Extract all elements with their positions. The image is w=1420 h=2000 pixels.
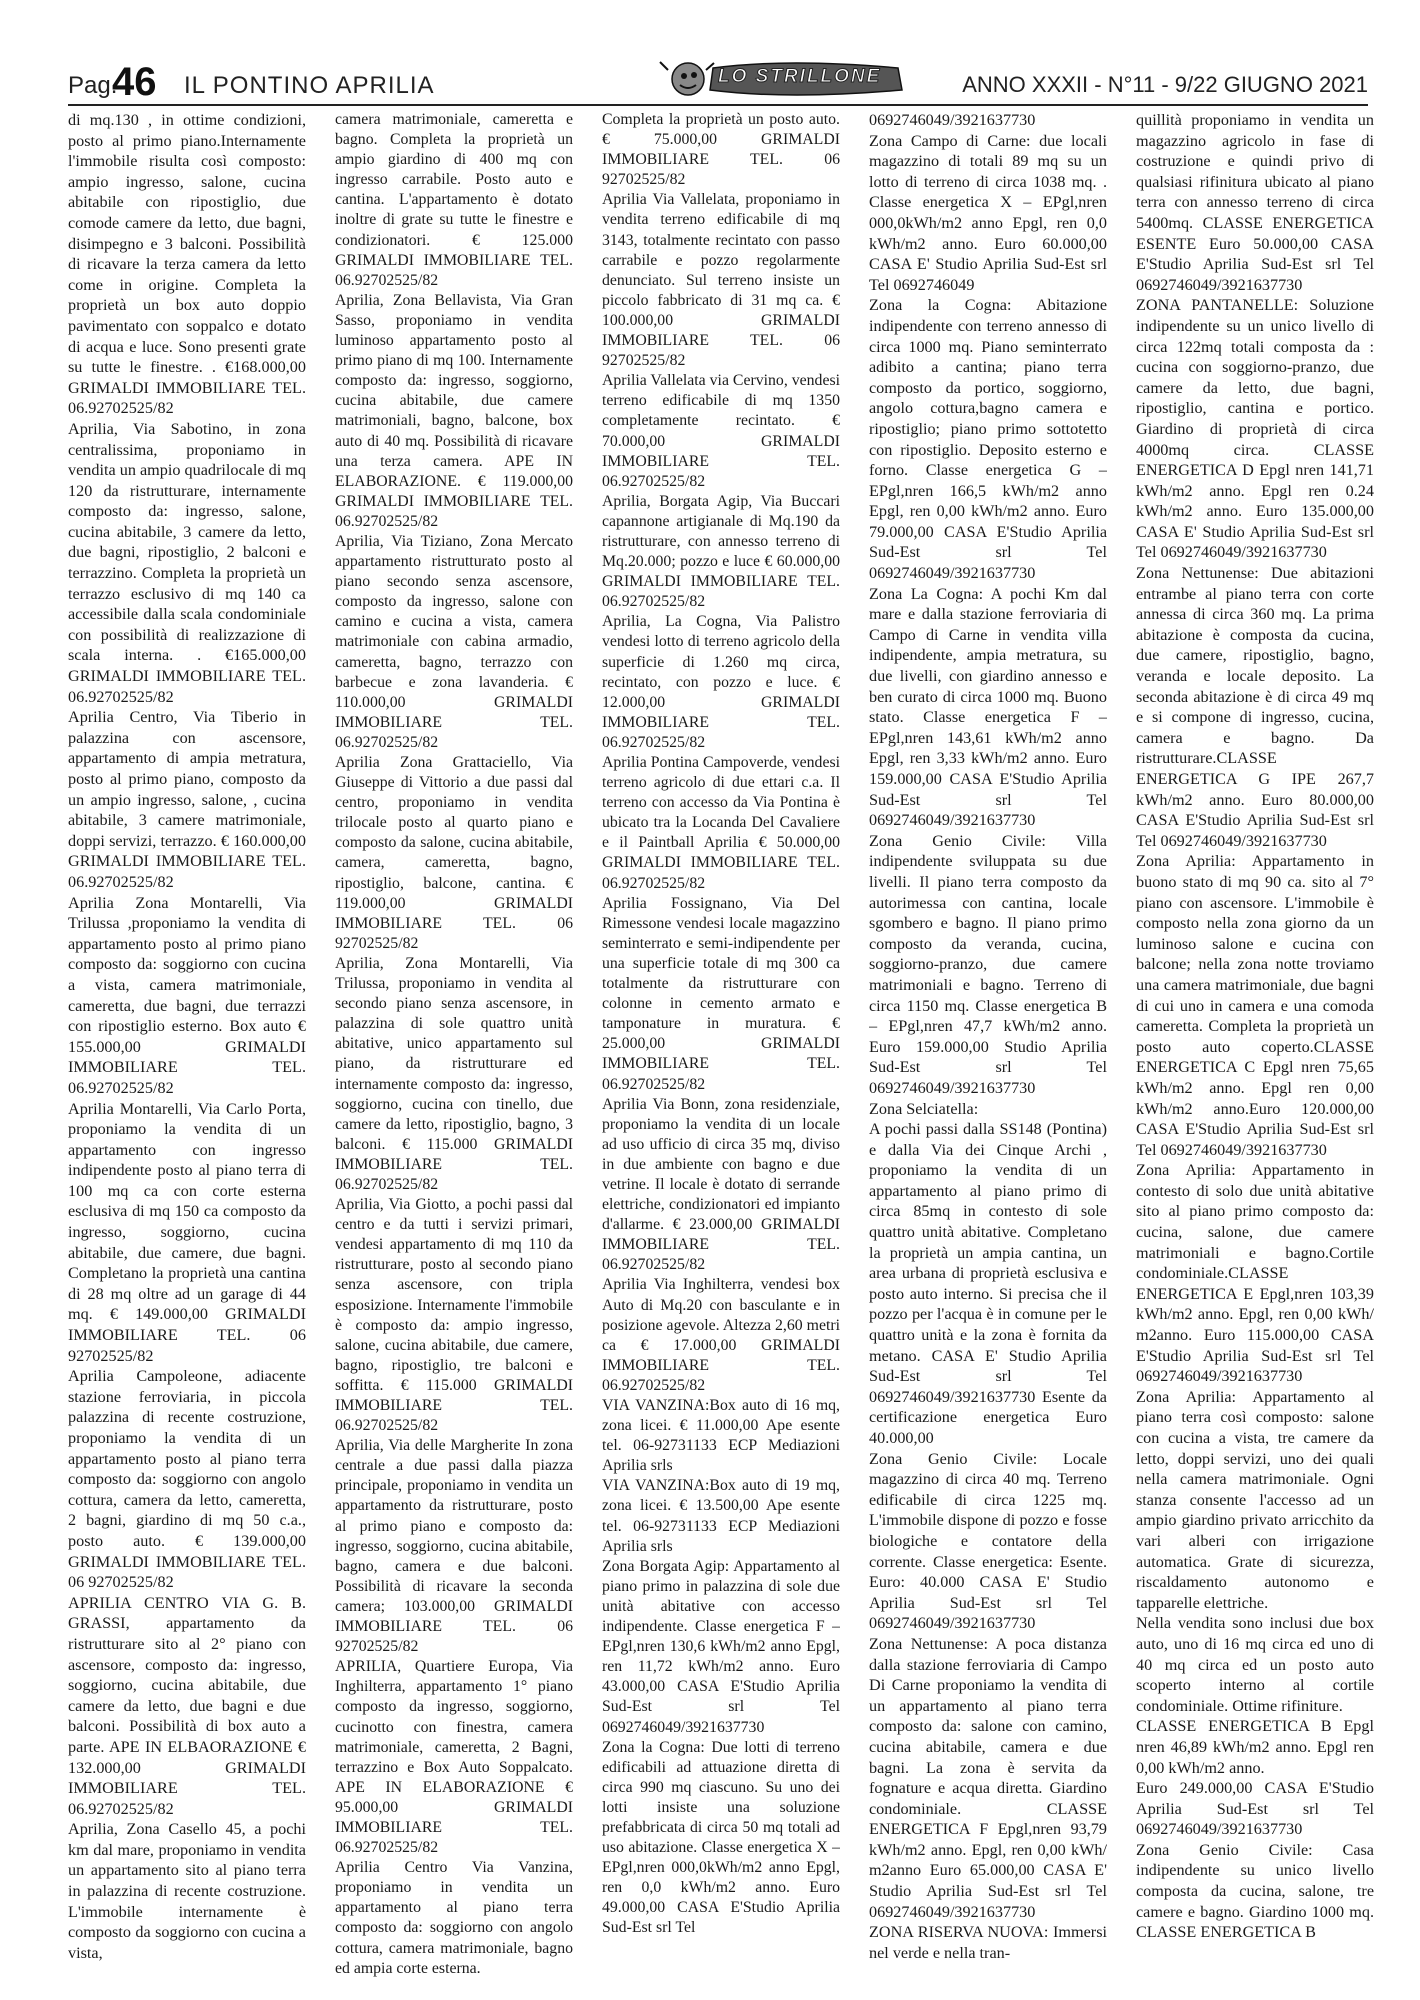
listing-paragraph: Nella vendita sono inclusi due box auto, uno di 16 mq circa ed uno di 40 mq circa ed un posto auto scoperto interno al cortile condominiale. Ottime rifiniture. xyxy=(1136,1614,1374,1715)
listing-paragraph: Zona Aprilia: Appartamento in buono stato di mq 90 ca. sito al 7° piano con ascensore. L'immobile è composto nella zona giorno da un luminoso salone e cucina con balcone; nella zona notte troviamo una camera matrimoniale, due bagni di cui uno in camera e una comoda cameretta. Completa la proprietà un posto auto coperto.CLASSE ENERGETICA C Epgl nren 75,65 kWh/m2 anno. Epgl ren 0,00 kWh/m2 anno.Euro 120.000,00 CASA E'Studio Aprilia Sud-Est srl Tel 0692746049/3921637730 xyxy=(1136,852,1374,1159)
listing-paragraph: Aprilia Via Inghilterra, vendesi box Auto di Mq.20 con basculante e in posizione agevole. Altezza 2,60 metri ca € 17.000,00 GRIMALDI IMMOBILIARE TEL. 06.92702525/82 xyxy=(602,1276,840,1394)
listing-paragraph: Aprilia, Borgata Agip, Via Buccari capannone artigianale di Mq.190 da ristrutturare, con annesso terreno di Mq.20.000; pozzo e luce € 60.000,00 GRIMALDI IMMOBILIARE TEL. 06.92702525/82 xyxy=(602,492,840,611)
listing-paragraph: Aprilia, Zona Bellavista, Via Gran Sasso, proponiamo in vendita luminoso appartamento posto al primo piano di mq 100. Internamente composto da: ingresso, soggiorno, cucina abitabile, due camere matrimoniali, bagno, balcone, box auto di 40 mq. Possibilità di ricavare una terza camera. APE IN ELABORAZIONE. € 119.000,00 GRIMALDI IMMOBILIARE TEL. 06.92702525/82 xyxy=(335,291,573,530)
listing-paragraph: VIA VANZINA:Box auto di 19 mq, zona licei. € 13.500,00 Ape esente tel. 06-92731133 ECP Mediazioni Aprilia srls xyxy=(602,1477,840,1555)
listing-paragraph: Aprilia, Via delle Margherite In zona centrale a due passi dalla piazza principale, proponiamo in vendita un appartamento da ristrutturare, posto al primo piano e composto da: ingresso, soggiorno, cucina abitabile, bagno, camera e due balconi. Possibilità di ricavare la seconda camera; 103.000,00 GRIMALDI IMMOBILIARE TEL. 06 92702525/82 xyxy=(335,1437,573,1656)
listing-paragraph: Aprilia, Via Giotto, a pochi passi dal centro e da tutti i servizi primari, vendesi appartamento di mq 110 da ristrutturare, posto al secondo piano senza ascensore, con tripla esposizione. Internamente l'immobile è composto da: ampio ingresso, salone, cucina abitabile, due camere, bagno, ripostiglio, tre balconi e soffitta. € 115.000 GRIMALDI IMMOBILIARE TEL. 06.92702525/82 xyxy=(335,1196,573,1435)
listing-paragraph: Aprilia Vallelata via Cervino, vendesi terreno edificabile di mq 1350 completamente recintato. € 70.000,00 GRIMALDI IMMOBILIARE TEL. 06.92702525/82 xyxy=(602,372,840,490)
listing-paragraph: Zona Nettunense: A poca distanza dalla stazione ferroviaria di Campo Di Carne proponiamo la vendita di un appartamento al piano terra composto da: salone con camino, cucina abitabile, camera e due bagni. La zona è servita da fognature e acqua diretta. Giardino condominiale. CLASSE ENERGETICA F Epgl,nren 93,79 kWh/m2 anno. Epgl, ren 0,00 kWh/ m2anno Euro 65.000,00 CASA E' Studio Aprilia Sud-Est srl Tel 0692746049/3921637730 xyxy=(869,1634,1107,1921)
listing-paragraph: Zona Selciatella: xyxy=(869,1099,979,1118)
listing-paragraph: Aprilia Zona Montarelli, Via Trilussa ,proponiamo la vendita di appartamento posto al primo piano composto da: soggiorno con cucina a vista, camera matrimoniale, cameretta, due bagni, due terrazzi con ripostiglio esterno. Box auto € 155.000,00 GRIMALDI IMMOBILIARE TEL. 06.92702525/82 xyxy=(68,893,306,1097)
listing-paragraph: Zona Genio Civile: Locale magazzino di circa 40 mq. Terreno edificabile di circa 1225 mq. L'immobile dispone di pozzo e fosse biologiche e contatore della corrente. Classe energetica: Esente. Euro: 40.000 CASA E' Studio Aprilia Sud-Est srl Tel 0692746049/3921637730 xyxy=(869,1449,1107,1633)
page-number: 46 xyxy=(112,60,157,104)
listing-paragraph: Aprilia Zona Grattaciello, Via Giuseppe di Vittorio a due passi dal centro, proponiamo in vendita trilocale posto al quarto piano e composto da salone, cucina abitabile, camera, cameretta, bagno, ripostiglio, balcone, cantina. € 119.000,00 GRIMALDI IMMOBILIARE TEL. 06 92702525/82 xyxy=(335,754,573,952)
listing-paragraph: Aprilia Campoleone, adiacente stazione ferroviaria, in piccola palazzina di recente costruzione, proponiamo la vendita di un appartamento posto al piano terra composto da: soggiorno con angolo cottura, camera da letto, cameretta, 2 bagni, giardino di mq 50 c.a., posto auto. € 139.000,00 GRIMALDI IMMOBILIARE TEL. 06 92702525/82 xyxy=(68,1367,306,1592)
listing-paragraph: Aprilia Via Vallelata, proponiamo in vendita terreno edificabile di mq 3143, totalmente recintato con passo carrabile e pozzo regolarmente denunciato. Sul terreno insiste un piccolo fabbricato di 31 mq ca. € 100.000,00 GRIMALDI IMMOBILIARE TEL. 06 92702525/82 xyxy=(602,191,840,370)
listing-paragraph: quillità proponiamo in vendita un magazzino agricolo in fase di costruzione e quindi privo di qualsiasi rifinitura ubicato al piano terra con annesso terreno di circa 5400mq. CLASSE ENERGETICA ESENTE Euro 50.000,00 CASA E'Studio Aprilia Sud-Est srl Tel 0692746049/3921637730 xyxy=(1136,111,1374,294)
listing-paragraph: Aprilia Via Bonn, zona residenziale, proponiamo la vendita di un locale ad uso ufficio di circa 35 mq, diviso in due ambiente con bagno e due vetrine. Il locale è dotato di serrande elettriche, condizionatori ed impianto d'allarme. € 23.000,00 GRIMALDI IMMOBILIARE TEL. 06.92702525/82 xyxy=(602,1095,840,1274)
listing-paragraph: Aprilia Centro, Via Tiberio in palazzina con ascensore, appartamento di ampia metratura, posto al primo piano, composto da un ampio ingresso, salone, , cucina abitabile, 3 camere matrimoniale, doppi servizi, terrazzo. € 160.000,00 GRIMALDI IMMOBILIARE TEL. 06.92702525/82 xyxy=(68,708,306,891)
listing-paragraph: Aprilia, Via Sabotino, in zona centralissima, proponiamo in vendita un ampio quadrilocale di mq 120 da ristrutturare, internamente composto da: ingresso, salone, cucina abitabile, 3 camere da letto, due bagni, ripostiglio, 2 balconi e terrazzino. Completa la proprietà un terrazzo esclusivo di mq 140 ca accessibile dalla scala condominiale con possibilità di realizzazione di scala interna. . €165.000,00 GRIMALDI IMMOBILIARE TEL. 06.92702525/82 xyxy=(68,419,306,706)
listing-paragraph: Zona Aprilia: Appartamento in contesto di solo due unità abitative sito al piano primo composto da: cucina, salone, due camere matrimoniali e bagno.Cortile condominiale.CLASSE ENERGETICA E Epgl,nren 103,39 kWh/m2 anno. Epgl, ren 0,00 kWh/ m2anno. Euro 115.000,00 CASA E'Studio Aprilia Sud-Est srl Tel 0692746049/3921637730 xyxy=(1136,1161,1374,1386)
column-5 xyxy=(1136,110,1374,1990)
listing-paragraph: APRILIA, Quartiere Europa, Via Inghilterra, appartamento 1° piano composto da ingresso, soggiorno, cucinotto con finestra, camera matrimoniale, cameretta, 2 Bagni, terrazzino e Box Auto Soppalcato. APE IN ELABORAZIONE € 95.000,00 GRIMALDI IMMOBILIARE TEL. 06.92702525/82 xyxy=(335,1658,573,1857)
column-4 xyxy=(869,110,1107,1990)
listing-paragraph: Aprilia, Via Tiziano, Zona Mercato appartamento ristrutturato posto al piano secondo senza ascensore, composto da ingresso, salone con camino e cucina a vista, camera matrimoniale con cabina armadio, cameretta, bagno, terrazzo con barbecue e zona lavanderia. € 110.000,00 GRIMALDI IMMOBILIARE TEL. 06.92702525/82 xyxy=(335,532,573,751)
listing-paragraph: Zona Genio Civile: Villa indipendente sviluppata su due livelli. Il piano terra composto da autorimessa con cantina, locale sgombero e bagno. Il piano primo composto da veranda, cucina, soggiorno-pranzo, due camere matrimoniali e bagno. Terreno di circa 1150 mq. Classe energetica B – EPgl,nren 47,7 kWh/m2 anno. Euro 159.000,00 Studio Aprilia Sud-Est srl Tel 0692746049/3921637730 xyxy=(869,831,1107,1097)
listing-paragraph: A pochi passi dalla SS148 (Pontina) e dalla Via dei Cinque Archi , proponiamo la vendita di un appartamento al piano primo di circa 85mq in contesto di sole quattro unità abitative. Completano la proprietà un ampia cantina, un area urbana di proprietà esclusiva e posto auto interno. Si precisa che il pozzo per l'acqua è in comune per le quattro unità e la zona è fornita da metano. CASA E' Studio Aprilia Sud-Est srl Tel 0692746049/3921637730 Esente da certificazione energetica Euro 40.000,00 xyxy=(869,1120,1107,1447)
listing-paragraph: Aprilia Montarelli, Via Carlo Porta, proponiamo la vendita di un appartamento con ingresso indipendente posto al piano terra di 100 mq ca con corte esterna esclusiva di mq 150 ca composto da ingresso, soggiorno, cucina abitabile, due camere, due bagni. Completano la proprietà una cantina di 28 mq oltre ad un garage di 44 mq. € 149.000,00 GRIMALDI IMMOBILIARE TEL. 06 92702525/82 xyxy=(68,1099,306,1365)
listing-paragraph: APRILIA CENTRO VIA G. B. GRASSI, appartamento da ristrutturare sito al 2° piano con ascensore, composto da: ingresso, soggiorno, cucina abitabile, due camere da letto, due bagni e due balconi. Possibilità di box auto a parte. APE IN ELBAORAZIONE € 132.000,00 GRIMALDI IMMOBILIARE TEL. 06.92702525/82 xyxy=(68,1593,306,1818)
listing-paragraph: Aprilia, Zona Montarelli, Via Trilussa, proponiamo in vendita al secondo piano senza ascensore, in palazzina di sole quattro unità abitative, unico appartamento sul piano, da ristrutturare ed internamente composto da: ingresso, soggiorno, cucina con tinello, due camere da letto, ripostiglio, bagno, 3 balconi. € 115.000 GRIMALDI IMMOBILIARE TEL. 06.92702525/82 xyxy=(335,954,573,1193)
publication-title: IL PONTINO APRILIA xyxy=(184,72,435,99)
listing-paragraph: Aprilia, La Cogna, Via Palistro vendesi lotto di terreno agricolo della superficie di 1.260 mq circa, recintato, con pozzo e luce. € 12.000,00 GRIMALDI IMMOBILIARE TEL. 06.92702525/82 xyxy=(602,613,840,751)
listing-paragraph: Completa la proprietà un posto auto. € 75.000,00 GRIMALDI IMMOBILIARE TEL. 06 92702525/82 xyxy=(602,111,840,189)
listing-paragraph: Zona Borgata Agip: Appartamento al piano primo in palazzina di sole due unità abitative con accesso indipendente. Classe energetica F – EPgl,nren 130,6 kWh/m2 anno Epgl, ren 11,72 kWh/m2 anno. Euro 43.000,00 CASA E'Studio Aprilia Sud-Est srl Tel 0692746049/3921637730 xyxy=(602,1557,840,1736)
page-label: Pag. xyxy=(68,72,118,99)
column-1 xyxy=(68,110,306,1990)
listing-paragraph: VIA VANZINA:Box auto di 16 mq, zona licei. € 11.000,00 Ape esente tel. 06-92731133 ECP Mediazioni Aprilia srls xyxy=(602,1397,840,1475)
lo-strillone-logo xyxy=(658,60,908,98)
listing-paragraph: di mq.130 , in ottime condizioni, posto al primo piano.Internamente l'immobile risulta così composto: ampio ingresso, salone, cucina abitabile con ripostiglio, due comode camere da letto, due bagni, disimpegno e 3 balconi. Possibilità di ricavare la terza camera da letto come in origine. Completa la proprietà un box auto doppio pavimentato con soppalco e dotato di acqua e luce. Sono presenti grate su tutte le finestre. . €168.000,00 GRIMALDI IMMOBILIARE TEL. 06.92702525/82 xyxy=(68,111,306,418)
listing-paragraph: Aprilia, Zona Casello 45, a pochi km dal mare, proponiamo in vendita un appartamento sito al piano terra in palazzina di recente costruzione. L'immobile internamente è composto da soggiorno con cucina a vista, xyxy=(68,1820,306,1962)
listing-paragraph: Aprilia Fossignano, Via Del Rimessone vendesi locale magazzino seminterrato e semi-indipendente per una superficie totale di mq 300 ca totalmente da ristrutturare con colonne in cemento armato e tamponature in muratura. € 25.000,00 GRIMALDI IMMOBILIARE TEL. 06.92702525/82 xyxy=(602,894,840,1093)
listing-paragraph: ZONA RISERVA NUOVA: Immersi nel verde e nella tran- xyxy=(869,1923,1107,1962)
listing-paragraph: Zona Nettunense: Due abitazioni entrambe al piano terra con corte annessa di circa 360 mq. La prima abitazione è composta da cucina, due camere, ripostiglio, bagno, veranda e locale deposito. La seconda abitazione è di circa 49 mq e si compone di ingresso, cucina, camera e bagno. Da ristrutturare.CLASSE ENERGETICA G IPE 267,7 kWh/m2 anno. Euro 80.000,00 CASA E'Studio Aprilia Sud-Est srl Tel 0692746049/3921637730 xyxy=(1136,564,1374,850)
listing-paragraph: Aprilia Pontina Campoverde, vendesi terreno agricolo di due ettari c.a. Il terreno con accesso da Via Pontina è ubicato tra la Locanda Del Cavaliere e il Paintball Aprilia € 50.000,00 GRIMALDI IMMOBILIARE TEL. 06.92702525/82 xyxy=(602,754,840,892)
column-2 xyxy=(335,110,573,1990)
issue-info: ANNO XXXII - N°11 - 9/22 GIUGNO 2021 xyxy=(962,72,1368,97)
listing-paragraph: Zona Aprilia: Appartamento al piano terra così composto: salone con cucina a vista, tre camere da letto, doppi servizi, uno dei quali nella camera matrimoniale. Ogni stanza consente l'accesso ad un ampio giardino privato arricchito da vari alberi con irrigazione automatica. Grate di sicurezza, riscaldamento autonomo e tapparelle elettriche. xyxy=(1136,1387,1374,1612)
listing-paragraph: Zona Campo di Carne: due locali magazzino di totali 89 mq su un lotto di terreno di circa 1038 mq. . Classe energetica X – EPgl,nren 000,0kWh/m2 anno Epgl, ren 0,0 kWh/m2 anno. Euro 60.000,00 CASA E' Studio Aprilia Sud-Est srl Tel 0692746049 xyxy=(869,131,1107,294)
listing-paragraph: Zona Genio Civile: Casa indipendente su unico livello composta da cucina, salone, tre camere e bagno. Giardino 1000 mq. CLASSE ENERGETICA B xyxy=(1136,1840,1374,1942)
listing-paragraph: Euro 249.000,00 CASA E'Studio Aprilia Sud-Est srl Tel 0692746049/3921637730 xyxy=(1136,1779,1374,1839)
listing-paragraph: Zona la Cogna: Abitazione indipendente con terreno annesso di circa 1000 mq. Piano seminterrato adibito a cantina; piano terra composto da portico, soggiorno, angolo cottura,bagno camera e ripostiglio; piano primo sottotetto con ripostiglio. Deposito esterno e forno. Classe energetica G – EPgl,nren 166,5 kWh/m2 anno Epgl, ren 0,00 kWh/m2 anno. Euro 79.000,00 CASA E'Studio Aprilia Sud-Est srl Tel 0692746049/3921637730 xyxy=(869,296,1107,583)
listing-paragraph: Zona la Cogna: Due lotti di terreno edificabili ad attuazione diretta di circa 990 mq ciascuno. Su uno dei lotti insiste una soluzione prefabbricata di circa 50 mq totali ad uso abitazione. Classe energetica X – EPgl,nren 000,0kWh/m2 anno Epgl, ren 0,0 kWh/m2 anno. Euro 49.000,00 CASA E'Studio Aprilia Sud-Est srl Tel xyxy=(602,1738,840,1937)
column-3 xyxy=(602,110,840,1990)
listing-paragraph: CLASSE ENERGETICA B Epgl nren 46,89 kWh/m2 anno. Epgl ren 0,00 kWh/m2 anno. xyxy=(1136,1717,1374,1777)
listing-paragraph: 0692746049/3921637730 xyxy=(869,111,1036,129)
header-rule xyxy=(68,104,1368,106)
listing-paragraph: Zona La Cogna: A pochi Km dal mare e dalla stazione ferroviaria di Campo di Carne in vendita villa indipendente, ampia metratura, su due livelli, con giardino annesso e ben curato di circa 1000 mq. Buono stato. Classe energetica F – EPgl,nren 143,61 kWh/m2 anno Epgl, ren 3,33 kWh/m2 anno. Euro 159.000,00 CASA E'Studio Aprilia Sud-Est srl Tel 0692746049/3921637730 xyxy=(869,584,1107,830)
page-header xyxy=(68,60,1368,104)
logo-text: LO STRILLONE xyxy=(718,66,882,87)
listing-paragraph: Aprilia Centro Via Vanzina, proponiamo in vendita un appartamento al piano terra composto da: soggiorno con angolo cottura, camera matrimoniale, bagno ed ampia corte esterna. xyxy=(335,1859,573,1977)
listing-paragraph: camera matrimoniale, cameretta e bagno. Completa la proprietà un ampio giardino di 400 mq con ingresso carrabile. Posto auto e cantina. L'appartamento è dotato inoltre di grate su tutte le finestre e condizionatori. € 125.000 GRIMALDI IMMOBILIARE TEL. 06.92702525/82 xyxy=(335,111,573,289)
listing-paragraph: ZONA PANTANELLE: Soluzione indipendente su un unico livello di circa 122mq totali composta da : cucina con soggiorno-pranzo, due camere da letto, due bagni, ripostiglio, cantina e portico. Giardino di proprietà di circa 4000mq circa. CLASSE ENERGETICA D Epgl nren 141,71 kWh/m2 anno. Epgl ren 0.24 kWh/m2 anno. Euro 135.000,00 CASA E' Studio Aprilia Sud-Est srl Tel 0692746049/3921637730 xyxy=(1136,296,1374,562)
